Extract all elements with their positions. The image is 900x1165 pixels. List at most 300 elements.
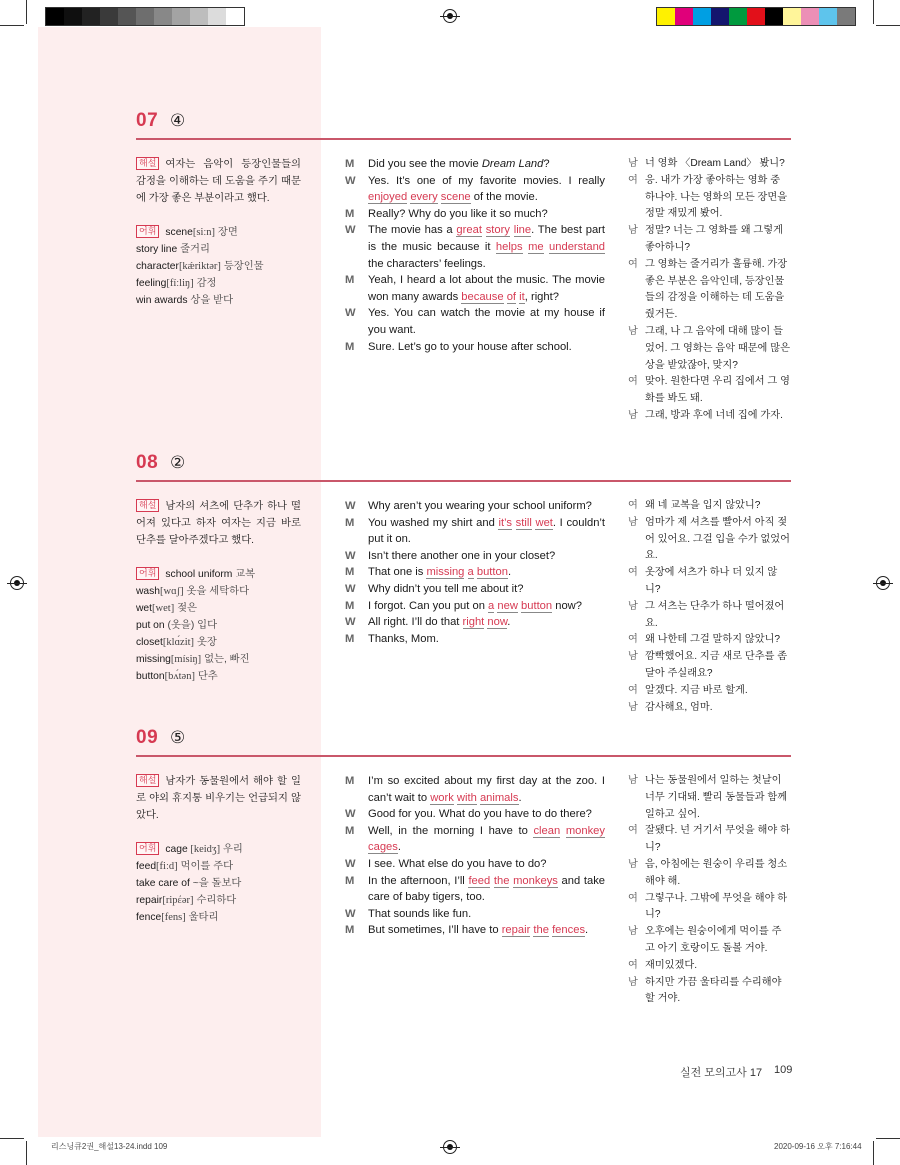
dictation-keyword: story xyxy=(485,224,510,237)
dialogue-text: the characters’ feelings. xyxy=(368,257,486,270)
dialogue-text: . The best part is the music because it xyxy=(368,224,606,253)
dialogue-line xyxy=(345,856,605,873)
translation-text: 재미있겠다. xyxy=(645,959,698,971)
vocab-item xyxy=(136,258,301,275)
korean-translation xyxy=(628,498,791,716)
vocab-meaning: 없는, 빠진 xyxy=(204,654,250,665)
translation-line xyxy=(628,649,791,683)
speaker-label: W xyxy=(345,549,356,562)
vocab-word: story line xyxy=(136,244,178,255)
color-swatch xyxy=(100,8,118,25)
dialogue-text: ? xyxy=(543,158,550,170)
vocab-meaning: 감정 xyxy=(196,278,217,289)
translation-line xyxy=(628,408,791,425)
translation-line xyxy=(628,891,791,925)
vocab-word: put on xyxy=(136,620,165,631)
translation-text: 맞아. 원한다면 우리 집에서 그 영화를 봐도 돼. xyxy=(645,376,790,405)
vocab-word: feeling xyxy=(136,278,167,289)
korean-translation xyxy=(628,773,791,1008)
vocab-phonetic: [kǽriktər] xyxy=(178,261,221,272)
dialogue-text: . xyxy=(397,841,401,854)
vocab-phonetic: [wet] xyxy=(152,603,175,614)
dialogue-line xyxy=(345,598,605,615)
registration-mark-icon xyxy=(443,9,457,23)
speaker-label: M xyxy=(345,632,355,645)
color-swatch xyxy=(118,8,136,25)
vocab-meaning: ~을 돌보다 xyxy=(192,878,242,889)
speaker-label: M xyxy=(345,775,355,787)
vocab-word: button xyxy=(136,671,165,682)
translation-text: 응. 내가 가장 좋아하는 영화 중 하나야. 나는 영화의 모든 장면을 정말 재밌게 봤어. xyxy=(645,174,788,220)
vocabulary-tag: 어휘 xyxy=(136,842,159,855)
dialogue-line xyxy=(345,614,605,631)
speaker-label: 여 xyxy=(628,567,638,579)
vocabulary-list xyxy=(136,224,301,309)
speaker-label: W xyxy=(345,582,356,595)
dialogue-text: That sounds like fun. xyxy=(368,907,472,920)
dialogue-text: Yeah, I heard a lot about the music. The movie won many awards xyxy=(368,274,605,303)
vocab-word: character xyxy=(136,261,179,272)
dialogue-line xyxy=(345,206,605,223)
color-swatch xyxy=(172,8,190,25)
explanation-column xyxy=(136,773,301,926)
dictation-keyword: right xyxy=(462,616,485,629)
vocab-word: scene xyxy=(165,227,193,238)
vocab-item xyxy=(136,858,301,875)
dialogue-line xyxy=(345,222,605,272)
speaker-label: M xyxy=(345,874,355,887)
vocab-meaning: 우리 xyxy=(222,844,243,855)
speaker-label: W xyxy=(345,307,356,320)
vocab-word: fence xyxy=(136,912,162,923)
crop-mark xyxy=(873,0,874,24)
translation-line xyxy=(628,958,791,975)
speaker-label: 남 xyxy=(628,516,638,528)
translation-line xyxy=(628,156,791,173)
vocab-phonetic: [keidʒ] xyxy=(187,844,221,855)
vocab-meaning: 장면 xyxy=(217,227,238,238)
vocab-word: wash xyxy=(136,586,161,597)
speaker-label: M xyxy=(345,566,355,579)
grayscale-color-bar xyxy=(45,7,245,26)
dialogue-line xyxy=(345,564,605,581)
vocabulary-list xyxy=(136,841,301,926)
translation-text: 잘됐다. 넌 거기서 무엇을 해야 하니? xyxy=(645,825,790,854)
vocab-word: feed xyxy=(136,861,157,872)
vocab-phonetic: [mísiŋ] xyxy=(170,654,202,665)
vocab-phonetic: [bʌ́tən] xyxy=(164,671,195,682)
translation-line xyxy=(628,632,791,649)
question-number: 08 xyxy=(136,452,159,473)
vocab-item xyxy=(136,241,301,258)
question-section xyxy=(136,727,791,1005)
speaker-label: M xyxy=(345,340,355,353)
dialogue-text: Dream Land xyxy=(481,158,544,170)
vocab-meaning: 교복 xyxy=(235,569,256,580)
dialogue-text: of the movie. xyxy=(470,191,538,204)
vocab-item xyxy=(136,875,301,892)
speaker-label: 여 xyxy=(628,258,638,270)
vocab-phonetic: [fiːd] xyxy=(156,861,178,872)
speaker-label: M xyxy=(345,516,355,529)
color-swatch xyxy=(154,8,172,25)
dictation-keyword: monkey xyxy=(565,824,606,837)
vocab-item xyxy=(136,651,301,668)
explanation-column xyxy=(136,156,301,309)
translation-text: 옷장에 셔츠가 하나 더 있지 않니? xyxy=(645,567,778,595)
dictation-keyword: monkeys xyxy=(513,874,558,887)
speaker-label: M xyxy=(345,207,355,220)
explanation xyxy=(136,156,301,207)
dialogue-line xyxy=(345,498,605,515)
color-swatch xyxy=(765,8,783,25)
speaker-label: 남 xyxy=(628,600,638,612)
vocab-phonetic: [fens] xyxy=(161,912,186,923)
dialogue-text: Sure. Let’s go to your house after school. xyxy=(368,340,572,353)
crop-mark xyxy=(26,0,27,24)
vocab-meaning: 옷을 세탁하다 xyxy=(186,586,250,597)
speaker-label: 남 xyxy=(628,225,638,237)
dialogue-line xyxy=(345,922,605,939)
dictation-keyword: still xyxy=(515,516,532,529)
vocab-item xyxy=(136,600,301,617)
dictation-keyword: enjoyed xyxy=(368,191,408,204)
dialogue-line xyxy=(345,906,605,923)
vocab-word: cage xyxy=(165,844,188,855)
korean-translation xyxy=(628,156,791,425)
color-swatch xyxy=(783,8,801,25)
dialogue-text: Why aren’t you wearing your school uniform? xyxy=(368,500,592,512)
section-divider xyxy=(136,755,791,757)
speaker-label: M xyxy=(345,924,355,937)
dialogue-text: . xyxy=(585,924,589,937)
dictation-keyword: with xyxy=(456,791,477,804)
dictation-keyword: the xyxy=(533,924,549,937)
color-swatch xyxy=(136,8,154,25)
vocab-phonetic: [klɑ́zit] xyxy=(162,637,195,648)
dialogue-text: Yes. You can watch the movie at my house if you want. xyxy=(368,307,605,336)
vocab-word: closet xyxy=(136,637,163,648)
speaker-label: 남 xyxy=(628,858,638,870)
color-swatch xyxy=(837,8,855,25)
vocab-item xyxy=(136,617,301,634)
vocabulary-list xyxy=(136,566,301,685)
translation-line xyxy=(628,924,791,958)
explanation-column xyxy=(136,498,301,685)
dictation-keyword: me xyxy=(528,240,544,253)
explanation-tag: 해설 xyxy=(136,774,159,787)
dictation-keyword: the xyxy=(493,874,510,887)
page-number: 109 xyxy=(774,1064,793,1076)
dialogue-text: That one is xyxy=(368,566,427,579)
dialogue-text: Good for you. What do you have to do there? xyxy=(368,808,592,821)
translation-text: 그래, 나 그 음악에 대해 많이 들었어. 그 영화는 음악 때문에 많은 상을 받았잖아, 맞지? xyxy=(645,325,790,371)
dialogue-text: Yes. It’s one of my favorite movies. I really xyxy=(368,174,605,187)
speaker-label: W xyxy=(345,857,356,870)
footer-title: 실전 모의고사 17 xyxy=(680,1067,763,1079)
section-header xyxy=(136,452,791,480)
dictation-keyword: button xyxy=(521,599,553,612)
dictation-keyword: wet xyxy=(535,516,553,529)
translation-line xyxy=(628,975,791,1009)
dictation-keyword: new xyxy=(497,599,518,612)
translation-line xyxy=(628,374,791,408)
dialogue-text: But sometimes, I’ll have to xyxy=(368,924,502,937)
translation-text: 하지만 가끔 울타리를 수리해야 할 거야. xyxy=(645,976,782,1005)
dialogue-text: You washed my shirt and xyxy=(368,516,499,529)
vocab-item xyxy=(136,566,301,583)
vocab-word: repair xyxy=(136,895,163,906)
vocab-item xyxy=(136,909,301,926)
dictation-keyword: missing xyxy=(426,566,465,579)
vocab-meaning: 울타리 xyxy=(188,912,219,923)
vocab-item xyxy=(136,841,301,858)
vocab-word: missing xyxy=(136,654,171,665)
dictation-keyword: helps xyxy=(495,240,523,253)
slug-timestamp: 2020-09-16 오후 7:16:44 xyxy=(774,1142,862,1151)
dialogue-text: In the afternoon, I’ll xyxy=(368,874,469,887)
dialogue-text: All right. I’ll do that xyxy=(368,616,463,629)
dialogue-text: . xyxy=(518,791,522,804)
dialogue-line xyxy=(345,631,605,648)
vocab-meaning: 먹이를 주다 xyxy=(180,861,234,872)
color-swatch xyxy=(819,8,837,25)
dialogue-text: Really? Why do you like it so much? xyxy=(368,207,548,220)
translation-text: 그 셔츠는 단추가 하나 떨어졌어요. xyxy=(645,600,785,629)
explanation-text: 남자의 셔츠에 단추가 하나 떨어져 있다고 하자 여자는 지금 바로 단추를 달아주겠다고 했다. xyxy=(136,501,301,546)
speaker-label: 남 xyxy=(628,775,638,786)
speaker-label: W xyxy=(345,174,356,187)
dialogue-text: Well, in the morning I have to xyxy=(368,824,534,837)
speaker-label: W xyxy=(345,500,356,512)
speaker-label: 여 xyxy=(628,959,638,971)
vocab-meaning: 옷장 xyxy=(196,637,217,648)
speaker-label: 여 xyxy=(628,892,638,904)
vocab-item xyxy=(136,668,301,685)
speaker-label: W xyxy=(345,616,356,629)
vocab-item xyxy=(136,892,301,909)
color-swatch xyxy=(64,8,82,25)
answer-choice: ⑤ xyxy=(170,728,186,747)
dictation-keyword: animals xyxy=(479,791,519,804)
vocab-meaning: (옷을) 입다 xyxy=(167,620,218,631)
dialogue-line xyxy=(345,823,605,856)
dialogue-line xyxy=(345,272,605,305)
explanation xyxy=(136,498,301,549)
speaker-label: M xyxy=(345,824,355,837)
crop-mark xyxy=(873,1141,874,1165)
explanation xyxy=(136,773,301,824)
dialogue-text: I see. What else do you have to do? xyxy=(368,857,547,870)
translation-line xyxy=(628,773,791,823)
dialogue-text: Isn’t there another one in your closet? xyxy=(368,549,556,562)
dictation-keyword: scene xyxy=(440,191,471,204)
dialogue-text: Thanks, Mom. xyxy=(368,632,439,645)
speaker-label: 남 xyxy=(628,976,638,988)
section-header xyxy=(136,110,791,138)
color-swatch xyxy=(657,8,675,25)
speaker-label: 남 xyxy=(628,926,638,938)
question-number: 07 xyxy=(136,110,159,131)
vocab-item xyxy=(136,634,301,651)
process-color-bar xyxy=(656,7,856,26)
translation-line xyxy=(628,515,791,565)
dialogue-line xyxy=(345,339,605,356)
dictation-keyword: work xyxy=(430,791,454,804)
dialogue-script xyxy=(345,156,605,355)
dictation-keyword: now xyxy=(487,616,508,629)
dialogue-script xyxy=(345,498,605,647)
speaker-label: 남 xyxy=(628,158,638,169)
registration-mark-icon xyxy=(876,576,890,590)
dialogue-line xyxy=(345,581,605,598)
color-swatch xyxy=(46,8,64,25)
dictation-keyword: a xyxy=(488,599,495,612)
vocab-item xyxy=(136,275,301,292)
dialogue-text: The movie has a xyxy=(368,224,457,237)
vocabulary-tag: 어휘 xyxy=(136,225,159,238)
speaker-label: 여 xyxy=(628,500,638,511)
explanation-text: 남자가 동물원에서 해야 할 일로 야외 휴지통 비우기는 언급되지 않았다. xyxy=(136,776,301,821)
translation-text: 오후에는 원숭이에게 먹이를 주고 아기 호랑이도 돌볼 거야. xyxy=(645,926,782,954)
translation-line xyxy=(628,257,791,324)
speaker-label: W xyxy=(345,808,356,821)
explanation-tag: 해설 xyxy=(136,499,159,512)
speaker-label: 여 xyxy=(628,825,638,837)
crop-mark xyxy=(876,25,900,26)
translation-text: 왜 네 교복을 입지 않았니? xyxy=(645,500,761,511)
translation-text: 왜 나한테 그걸 말하지 않았니? xyxy=(645,634,781,646)
answer-choice: ④ xyxy=(170,111,186,130)
translation-line xyxy=(628,565,791,599)
vocabulary-tag: 어휘 xyxy=(136,567,159,580)
translation-text: 너 영화 〈Dream Land〉 봤니? xyxy=(645,158,785,169)
dialogue-line xyxy=(345,548,605,565)
vocab-phonetic: [siːn] xyxy=(192,227,216,238)
color-swatch xyxy=(82,8,100,25)
translation-line xyxy=(628,683,791,700)
dialogue-text: Why didn’t you tell me about it? xyxy=(368,582,524,595)
speaker-label: M xyxy=(345,274,355,287)
dialogue-line xyxy=(345,173,605,206)
explanation-tag: 해설 xyxy=(136,157,159,170)
section-header xyxy=(136,727,791,755)
color-swatch xyxy=(675,8,693,25)
vocab-phonetic: [wɑʃ] xyxy=(160,586,184,597)
color-swatch xyxy=(208,8,226,25)
dialogue-script xyxy=(345,773,605,939)
speaker-label: 남 xyxy=(628,325,638,337)
vocab-phonetic: [fíːliŋ] xyxy=(166,278,194,289)
dictation-keyword: of xyxy=(506,290,517,303)
speaker-label: 여 xyxy=(628,376,638,388)
dialogue-line xyxy=(345,156,605,173)
speaker-label: W xyxy=(345,907,356,920)
speaker-label: 여 xyxy=(628,684,638,696)
translation-text: 정말? 너는 그 영화를 왜 그렇게 좋아하니? xyxy=(645,225,783,253)
translation-text: 나는 동물원에서 일하는 첫날이 너무 기대돼. 빨리 동물들과 함께 일하고 싶어. xyxy=(645,775,788,820)
section-divider xyxy=(136,138,791,140)
translation-text: 그렇구나. 그밖에 무엇을 해야 하니? xyxy=(645,892,788,921)
dialogue-text: I’m so excited about my first day at the zoo. I can’t wait to xyxy=(368,775,605,804)
translation-line xyxy=(628,599,791,633)
dialogue-line xyxy=(345,515,605,548)
translation-text: 그 영화는 줄거리가 훌륭해. 가장 좋은 부분은 음악인데, 등장인물들의 감정을 이해하는 데 도움을 줬거든. xyxy=(645,258,788,321)
section-divider xyxy=(136,480,791,482)
dialogue-text: Did you see the movie xyxy=(368,158,482,170)
slug-filename: 리스닝큐2권_해설13-24.indd 109 xyxy=(51,1142,168,1151)
vocab-word: take care of xyxy=(136,878,190,889)
dictation-keyword: line xyxy=(513,224,532,237)
translation-text: 알겠다. 지금 바로 할게. xyxy=(645,684,748,696)
dictation-keyword: understand xyxy=(549,240,606,253)
dialogue-text: . xyxy=(507,616,511,629)
translation-text: 음, 아침에는 원숭이 우리를 청소해야 해. xyxy=(645,858,788,887)
crop-mark xyxy=(0,1138,24,1139)
dictation-keyword: fences xyxy=(552,924,586,937)
dialogue-line xyxy=(345,806,605,823)
vocab-meaning: 등장인물 xyxy=(223,261,264,272)
dialogue-text: . xyxy=(507,566,512,579)
translation-text: 그래, 방과 후에 너네 집에 가자. xyxy=(645,409,783,421)
translation-text: 엄마가 제 셔츠를 빨아서 아직 젖어 있어요. 그걸 입을 수가 없었어요. xyxy=(645,516,790,562)
question-section xyxy=(136,110,791,421)
dictation-keyword: cages xyxy=(368,841,398,854)
color-swatch xyxy=(801,8,819,25)
answer-choice: ② xyxy=(170,453,186,472)
dialogue-line xyxy=(345,773,605,806)
dictation-keyword: repair xyxy=(501,924,531,937)
vocab-meaning: 단추 xyxy=(197,671,218,682)
translation-line xyxy=(628,223,791,257)
crop-mark xyxy=(26,1141,27,1165)
vocab-item xyxy=(136,292,301,309)
speaker-label: M xyxy=(345,158,355,170)
dictation-keyword: every xyxy=(410,191,438,204)
dialogue-text xyxy=(560,825,566,837)
dialogue-text: . I couldn’t put it on. xyxy=(368,516,606,546)
translation-line xyxy=(628,498,791,515)
color-swatch xyxy=(190,8,208,25)
color-swatch xyxy=(693,8,711,25)
vocab-word: wet xyxy=(136,603,153,614)
speaker-label: M xyxy=(345,599,355,612)
color-swatch xyxy=(226,8,244,25)
speaker-label: 여 xyxy=(628,174,638,186)
vocab-word: win awards xyxy=(136,295,188,306)
vocab-phonetic: [ripέər] xyxy=(162,895,194,906)
translation-text: 깜빡했어요. 지금 새로 단추를 좀 달아 주실래요? xyxy=(645,651,788,679)
dictation-keyword: great xyxy=(456,224,482,237)
registration-mark-icon xyxy=(443,1140,457,1154)
dialogue-text: and take care of baby tigers, too. xyxy=(368,874,606,904)
dictation-keyword: button xyxy=(476,566,508,579)
registration-mark-icon xyxy=(10,576,24,590)
dictation-keyword: because xyxy=(461,290,504,303)
vocab-item xyxy=(136,583,301,600)
speaker-label: 남 xyxy=(628,701,638,713)
translation-line xyxy=(628,823,791,857)
translation-line xyxy=(628,173,791,223)
speaker-label: W xyxy=(345,224,356,237)
dialogue-text: now? xyxy=(552,599,582,612)
dialogue-text: , right? xyxy=(524,290,559,303)
question-number: 09 xyxy=(136,727,159,748)
dictation-keyword: feed xyxy=(468,874,491,887)
dictation-keyword: clean xyxy=(533,824,561,837)
vocab-meaning: 젖은 xyxy=(177,603,197,614)
translation-line xyxy=(628,324,791,374)
